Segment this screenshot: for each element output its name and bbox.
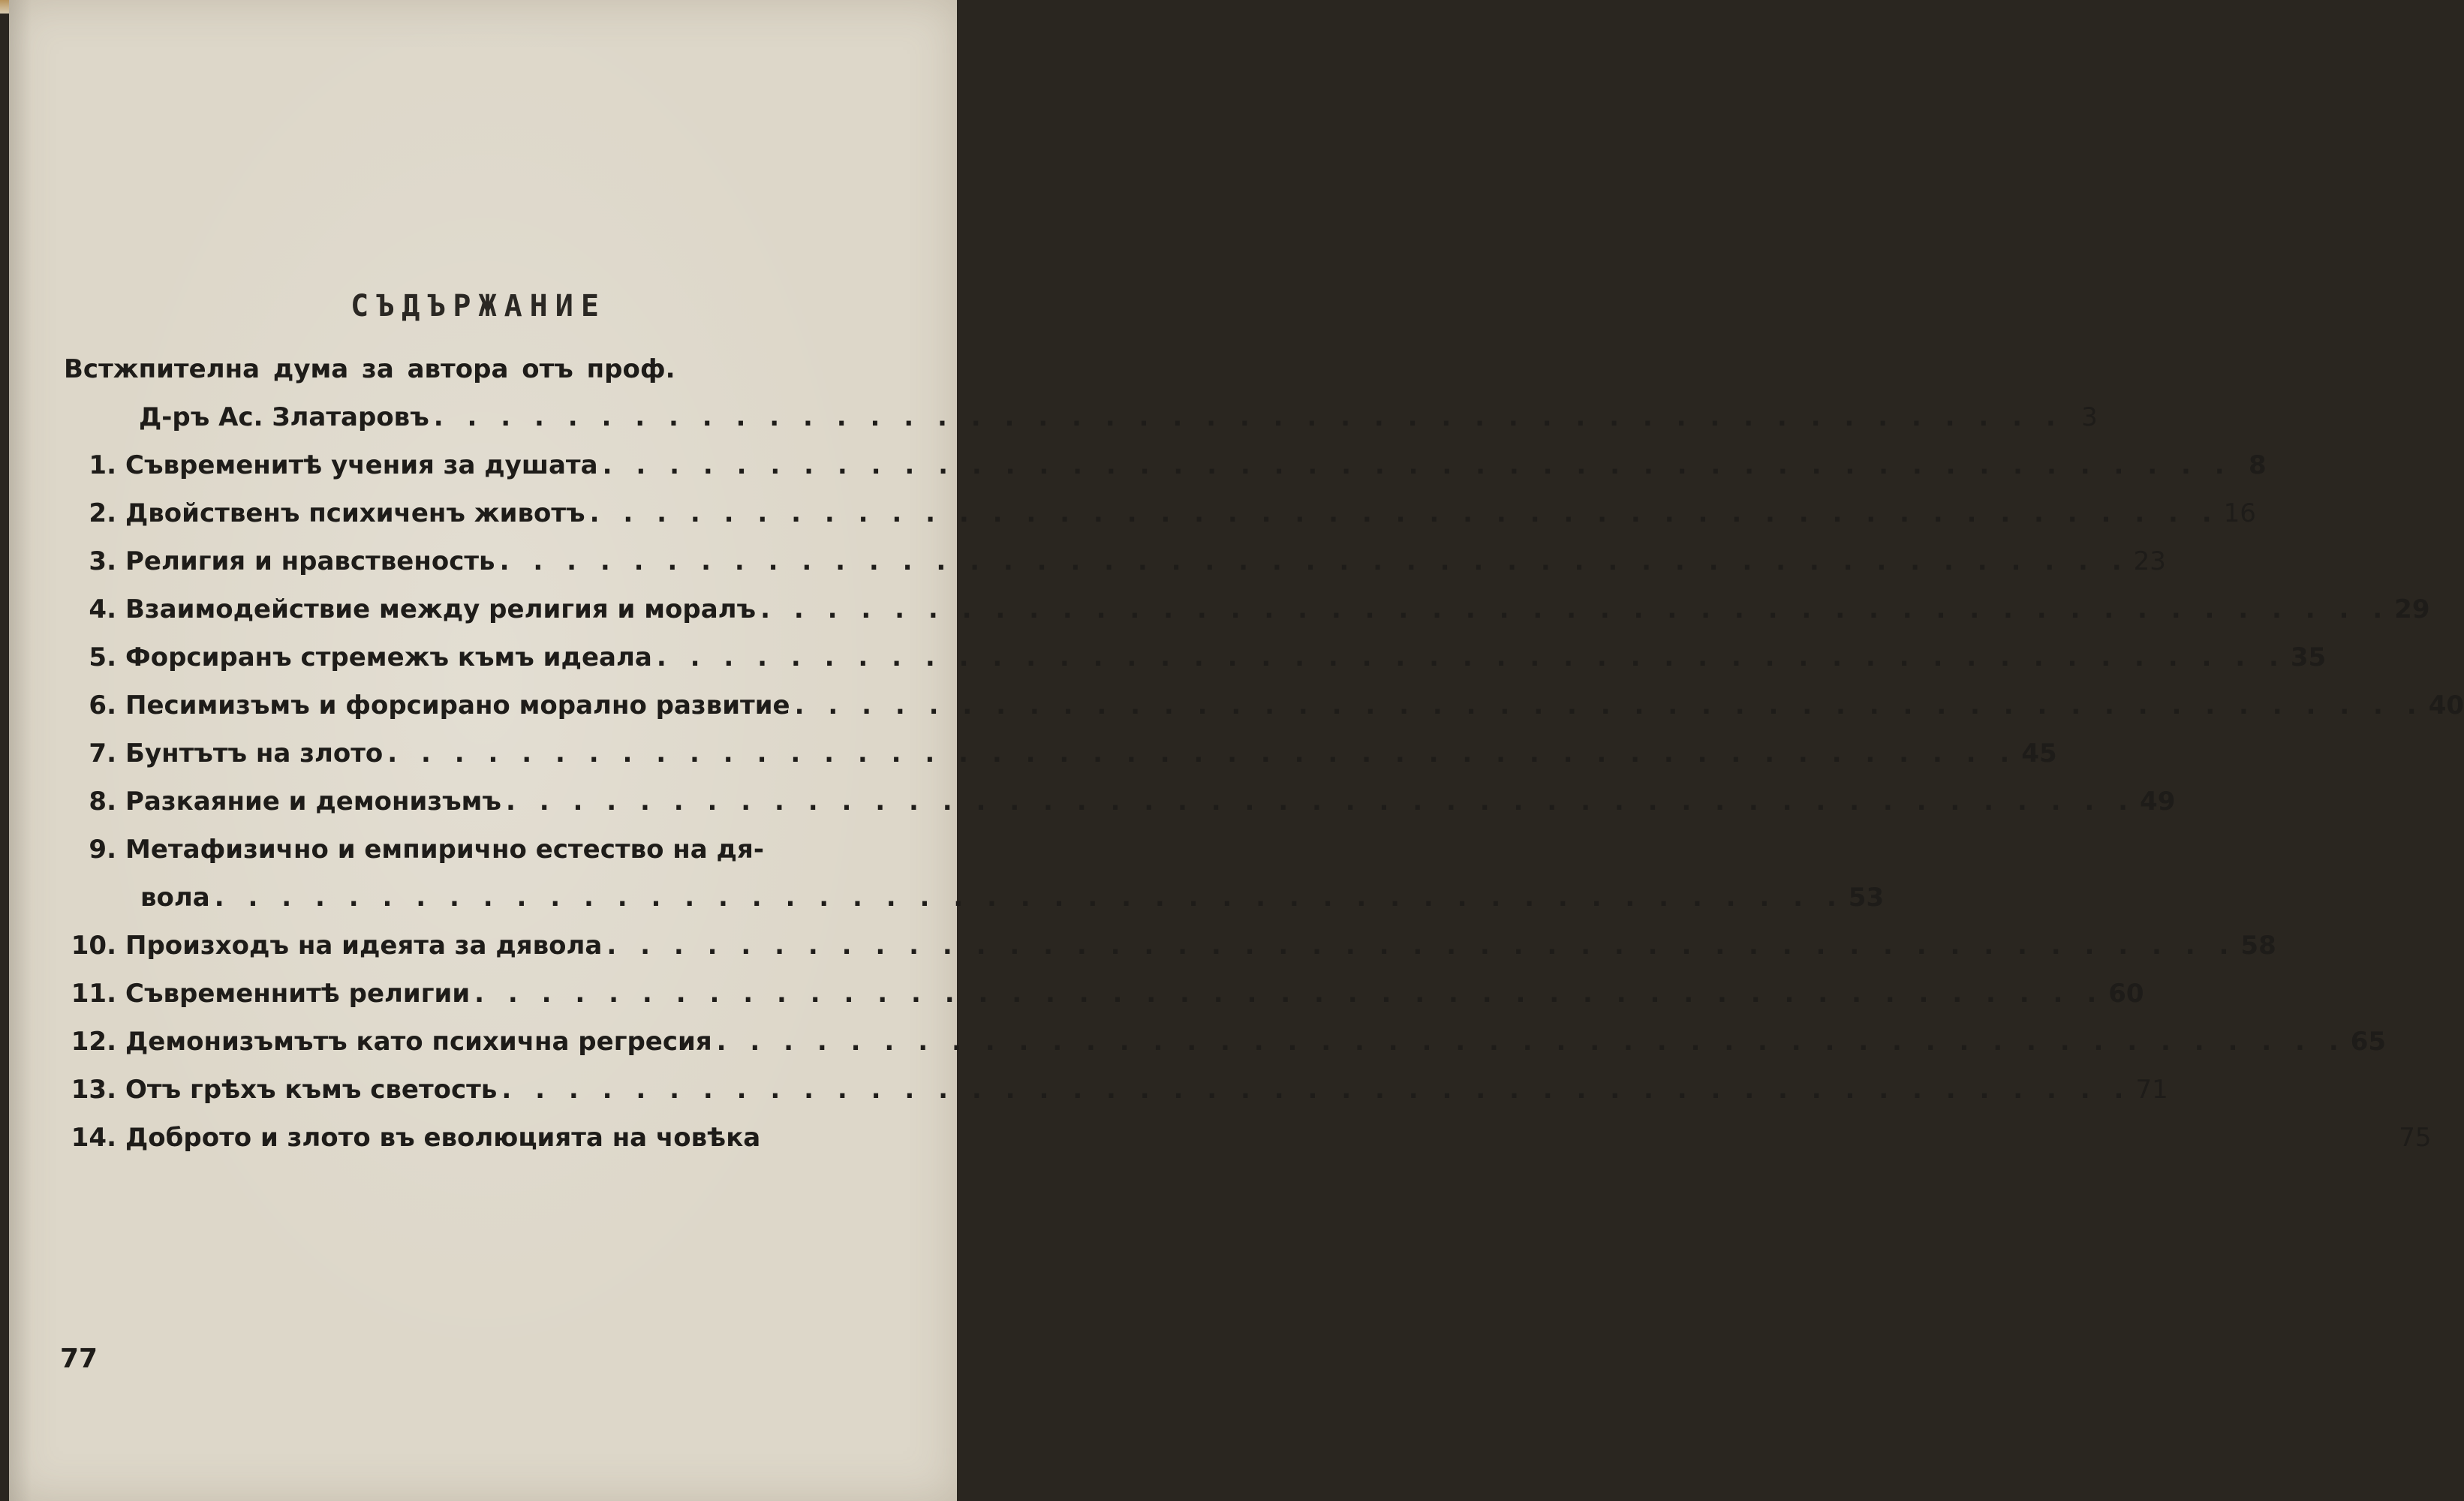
toc-entry-page: 65 [2350, 1027, 2387, 1057]
toc-entry-title: Демонизъмътъ като психична регресия [125, 1027, 712, 1057]
toc-leader-dots [495, 546, 2134, 576]
page-number: 77 [60, 1343, 98, 1374]
toc-entry-7 [56, 738, 2057, 781]
toc-leader-dots [210, 883, 1849, 913]
toc-entry-page: 35 [2290, 642, 2327, 672]
toc-entry-number: 3. [89, 546, 116, 576]
toc-entry-page: 49 [2140, 787, 2176, 817]
toc-entry-title: Метафизично и емпирично естество на дя- [125, 835, 764, 865]
toc-entry-title: Съвременитѣ учения за душата [125, 450, 598, 480]
toc-entry-9 [56, 835, 837, 865]
toc-entry-number: 5. [89, 642, 116, 672]
toc-entry-5 [56, 642, 2327, 684]
toc-entry-number: 14. [71, 1123, 116, 1153]
toc-entry-1 [56, 450, 2267, 492]
toc-entry-number: 7. [89, 738, 116, 769]
toc-entry-14 [56, 1123, 2432, 1165]
toc-leader-dots [497, 1075, 2135, 1105]
toc-leader-dots [501, 787, 2140, 817]
toc-entry-9-continued [56, 883, 1885, 925]
toc-entry-number: 4. [89, 594, 116, 624]
toc-entry-11 [56, 979, 2144, 1021]
toc-entry-title: Съвременнитѣ религии [125, 979, 471, 1009]
toc-entry-4 [56, 594, 2430, 636]
toc-entry-title: Произходъ на идеята за дявола [125, 931, 603, 961]
toc-entry-intro [56, 402, 2098, 444]
toc-entry-3 [56, 546, 2166, 588]
toc-entry-page: 75 [2399, 1123, 2432, 1153]
toc-leader-dots [598, 450, 2237, 480]
toc-entry-page: 29 [2394, 594, 2430, 624]
toc-entry-6 [56, 690, 2464, 732]
toc-entry-page: 53 [1848, 883, 1885, 913]
toc-entry-number: 13. [71, 1075, 116, 1105]
toc-leader-dots [712, 1027, 2351, 1057]
toc-leader-dots [602, 931, 2240, 961]
toc-entry-number: 6. [89, 690, 116, 720]
toc-leader-dots [429, 402, 2068, 432]
toc-entry-number: 1. [89, 450, 116, 480]
toc-entry-page: 71 [2135, 1075, 2168, 1105]
toc-leader-dots [585, 498, 2224, 528]
toc-entry-title: Религия и нравственость [125, 546, 495, 576]
toc-entry-12 [56, 1027, 2387, 1069]
toc-entry-10 [56, 931, 2276, 973]
toc-entry-title: Разкаяние и демонизъмъ [125, 787, 501, 817]
toc-entry-title: Бунтътъ на злото [125, 738, 384, 769]
toc-entry-number: 8. [89, 787, 116, 817]
toc-entry-title-continued: вола [140, 883, 210, 913]
toc-entry-title: Взаимодействие между религия и моралъ [125, 594, 757, 624]
toc-leader-dots [756, 594, 2394, 624]
toc-entry-2 [56, 498, 2256, 540]
toc-entry-page: 45 [2021, 738, 2057, 769]
toc-entry-title: Песимизъмъ и форсирано морално развитие [125, 690, 790, 720]
toc-entry-13 [56, 1075, 2168, 1117]
toc-entry-number: 11. [71, 979, 116, 1009]
toc-entry-page: 23 [2133, 546, 2166, 576]
toc-entry-page: 3 [2081, 402, 2098, 432]
toc-entry-page: 8 [2248, 450, 2267, 480]
toc-leader-dots [790, 690, 2429, 720]
intro-line: Встжпителна дума за автора отъ проф. [64, 354, 675, 384]
toc-entry-title: Форсиранъ стремежъ къмъ идеала [125, 642, 652, 672]
toc-entry-number: 10. [71, 931, 116, 961]
toc-entry-title: Доброто и злото въ еволюцията на човѣка [125, 1123, 761, 1153]
toc-entry-page: 58 [2240, 931, 2276, 961]
toc-entry-page: 60 [2108, 979, 2144, 1009]
toc-entry-title: Отъ грѣхъ къмъ светость [125, 1075, 498, 1105]
page-title: СЪДЪРЖАНИЕ [350, 289, 606, 323]
toc-entry-8 [56, 787, 2176, 829]
toc-entry-number: 2. [89, 498, 116, 528]
toc-entry-title: Двойственъ психиченъ животъ [125, 498, 585, 528]
toc-leader-dots [383, 738, 2021, 769]
toc-leader-dots [470, 979, 2108, 1009]
toc-entry-page: 40 [2428, 690, 2464, 720]
toc-entry-title: Д-ръ Ас. Златаровъ [139, 402, 429, 432]
toc-entry-page: 16 [2223, 498, 2256, 528]
toc-entry-number: 9. [89, 835, 116, 865]
toc-leader-dots [652, 642, 2291, 672]
toc-entry-number: 12. [71, 1027, 116, 1057]
